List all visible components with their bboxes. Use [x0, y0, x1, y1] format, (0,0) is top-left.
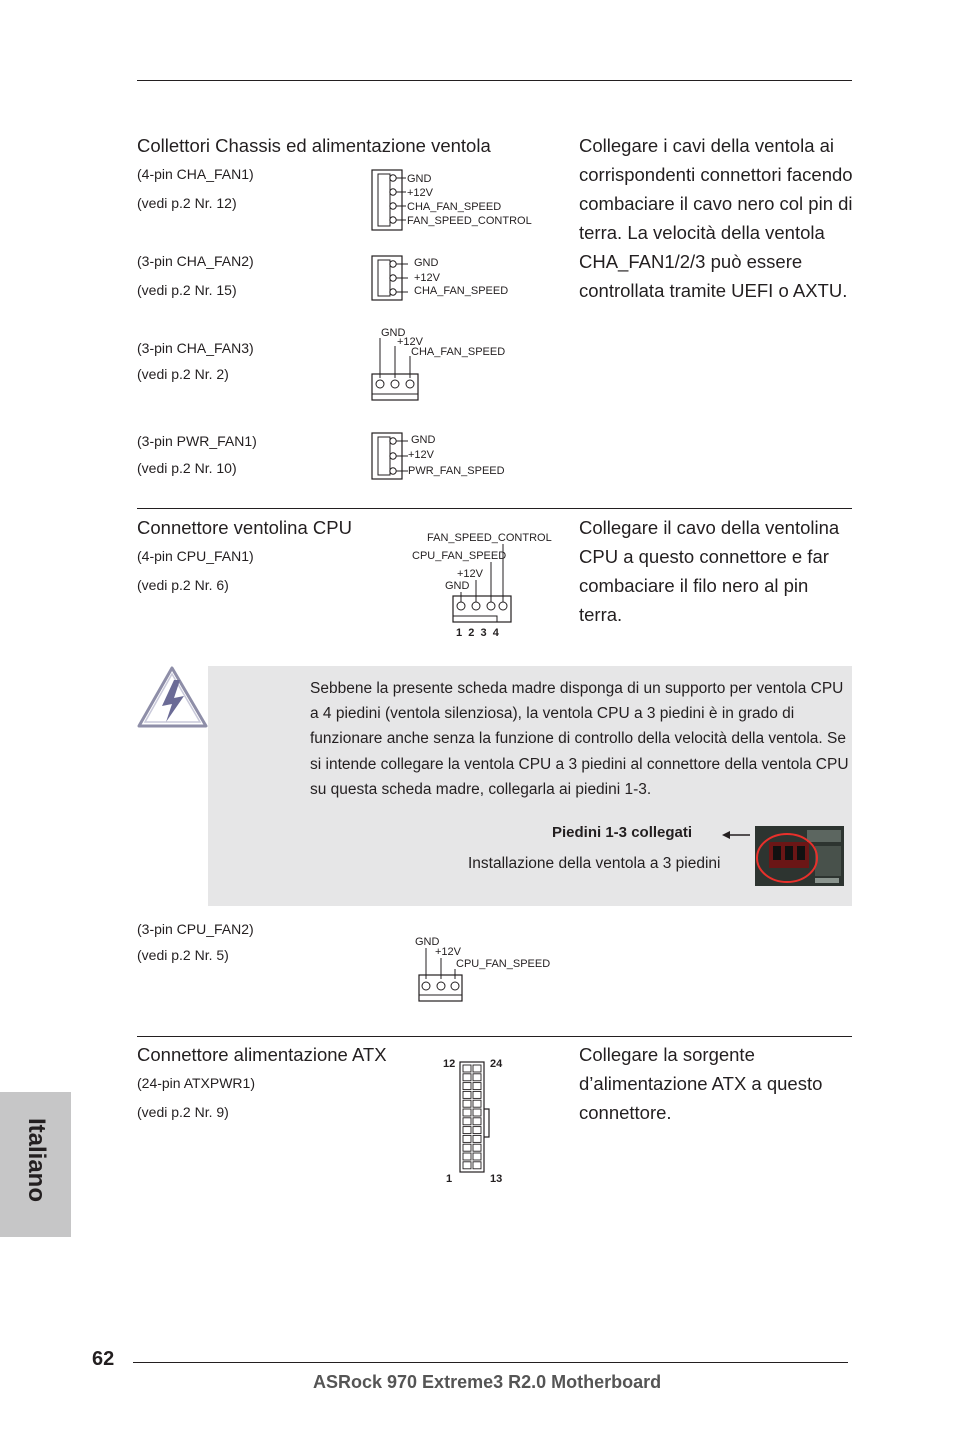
atx-pin-cell: [463, 1074, 471, 1081]
atx-section-title: Connettore alimentazione ATX: [137, 1044, 387, 1065]
atx-pin-cell: [473, 1118, 481, 1125]
atx-pin-cell: [473, 1135, 481, 1142]
cha-fan3-label-gnd: GND: [381, 327, 406, 339]
atx-pin-cell: [463, 1091, 471, 1098]
atx-pin-cell: [473, 1091, 481, 1098]
cpu-section-title: Connettore ventolina CPU: [137, 517, 352, 538]
atx-pin-cell: [473, 1162, 481, 1169]
cpu-fan2-diagram: [415, 935, 555, 1007]
cha-fan3-ref: (vedi p.2 Nr. 2): [137, 366, 229, 382]
cha-fan1-label-control: FAN_SPEED_CONTROL: [407, 215, 532, 227]
atx-pin-cell: [473, 1153, 481, 1160]
atx-pins: (24-pin ATXPWR1): [137, 1075, 255, 1091]
cha-fan2-label-speed: CHA_FAN_SPEED: [414, 285, 509, 297]
atx-pin-cell: [463, 1135, 471, 1142]
footer-rule: [133, 1362, 848, 1363]
cha-fan2-pins: (3-pin CHA_FAN2): [137, 253, 254, 269]
cha-fan1-label-speed: CHA_FAN_SPEED: [407, 201, 502, 213]
divider-1: [137, 508, 852, 509]
cha-fan2-label-12v: +12V: [414, 272, 440, 284]
cha-fan1-diagram: [370, 168, 540, 232]
atx-pin-cell: [463, 1109, 471, 1116]
cha-fan3-label-12v: +12V: [397, 336, 423, 348]
pwr-fan1-pins: (3-pin PWR_FAN1): [137, 433, 257, 449]
atx-label-12: 12: [443, 1058, 456, 1070]
atx-pin-cell: [463, 1065, 471, 1072]
note-text: Sebbene la presente scheda madre disponga di un supporto per ventola CPU a 4 piedini (ventola silenziosa), la ventola CPU a 3 piedini è in grado di funzionare anche senza la funzione di controllo della velocità della ventola. Se si intende collegare la ventola CPU a 3 piedini al connettore della ventola CPU su questa scheda madre, collegarla ai piedini 1-3.: [310, 680, 849, 798]
language-side-label: Italiano: [23, 1117, 50, 1203]
cpu-section-description: Collegare il cavo della ventolina CPU a questo connettore e far combaciare il filo nero al pin terra.: [579, 517, 840, 625]
divider-2: [137, 1036, 852, 1037]
atx-pin-cell: [463, 1153, 471, 1160]
pwr-fan1-ref: (vedi p.2 Nr. 10): [137, 460, 237, 476]
cpu-fan1-label-12v: +12V: [457, 568, 483, 580]
pwr-fan1-label-speed: PWR_FAN_SPEED: [408, 465, 505, 477]
cha-fan3-pins: (3-pin CHA_FAN3): [137, 340, 254, 356]
chassis-section-description: Collegare i cavi della ventola ai corrispondenti connettori facendo combaciare il cavo nero col pin di terra. La velocità della ventola CHA_FAN1/2/3 può essere controllata tramite UEFI o AXTU.: [579, 135, 853, 301]
atx-label-1: 1: [446, 1173, 453, 1185]
atx-ref: (vedi p.2 Nr. 9): [137, 1104, 229, 1120]
chassis-section-title: Collettori Chassis ed alimentazione ventola: [137, 135, 491, 156]
arrow-left-icon: [722, 828, 752, 842]
pins-connected-label: Piedini 1-3 collegati: [552, 824, 693, 841]
top-rule: [137, 80, 852, 81]
cha-fan1-label-gnd: GND: [407, 173, 432, 185]
fan-connector-photo: [755, 826, 844, 886]
cpu-fan2-pins: (3-pin CPU_FAN2): [137, 921, 254, 937]
cha-fan2-ref: (vedi p.2 Nr. 15): [137, 282, 237, 298]
cha-fan1-ref: (vedi p.2 Nr. 12): [137, 195, 237, 211]
atx-pin-cell: [473, 1100, 481, 1107]
cha-fan1-label-12v: +12V: [407, 187, 433, 199]
atx-pin-cell: [473, 1083, 481, 1090]
install-label: Installazione della ventola a 3 piedini: [468, 855, 721, 872]
atx-pin-cell: [463, 1144, 471, 1151]
atx-pin-cell: [463, 1118, 471, 1125]
atx-pin-cell: [463, 1127, 471, 1134]
pwr-fan1-label-gnd: GND: [411, 434, 436, 446]
atx-label-24: 24: [490, 1058, 503, 1070]
atx-pin-cell: [473, 1127, 481, 1134]
atx-pin-cell: [463, 1162, 471, 1169]
cpu-fan1-label-gnd: GND: [445, 580, 470, 592]
lightning-warning-icon: [136, 664, 210, 734]
cpu-fan1-label-control: FAN_SPEED_CONTROL: [427, 532, 552, 544]
atx-pin-cell: [473, 1074, 481, 1081]
cha-fan2-label-gnd: GND: [414, 257, 439, 269]
cpu-fan1-diagram: [405, 528, 555, 640]
cpu-fan1-ref: (vedi p.2 Nr. 6): [137, 577, 229, 593]
pwr-fan1-diagram: [370, 431, 510, 481]
atx-section-description: Collegare la sorgente d’alimentazione ATX a questo connettore.: [579, 1044, 823, 1123]
atx-pin-cell: [463, 1083, 471, 1090]
cha-fan1-pins: (4-pin CHA_FAN1): [137, 166, 254, 182]
cpu-fan2-label-speed: CPU_FAN_SPEED: [456, 958, 551, 970]
cha-fan2-diagram: [370, 254, 510, 302]
cpu-fan1-pins: (4-pin CPU_FAN1): [137, 548, 254, 564]
pwr-fan1-label-12v: +12V: [408, 449, 434, 461]
cpu-fan2-ref: (vedi p.2 Nr. 5): [137, 947, 229, 963]
cpu-fan2-label-12v: +12V: [435, 946, 461, 958]
cha-fan3-diagram: [370, 326, 510, 406]
cpu-fan2-label-gnd: GND: [415, 936, 440, 948]
cpu-fan1-pin-numbers: 1 2 3 4: [456, 627, 499, 639]
footer-title: ASRock 970 Extreme3 R2.0 Motherboard: [313, 1372, 662, 1392]
page-number: 62: [92, 1348, 115, 1370]
atx-pin-cell: [473, 1109, 481, 1116]
atx-pin-cell: [473, 1144, 481, 1151]
cha-fan3-label-speed: CHA_FAN_SPEED: [411, 346, 506, 358]
atx-pin-cell: [463, 1100, 471, 1107]
atx-connector-diagram: [440, 1054, 510, 1190]
atx-label-13: 13: [490, 1173, 503, 1185]
atx-pin-cell: [473, 1065, 481, 1072]
cpu-fan1-label-speed: CPU_FAN_SPEED: [412, 550, 507, 562]
